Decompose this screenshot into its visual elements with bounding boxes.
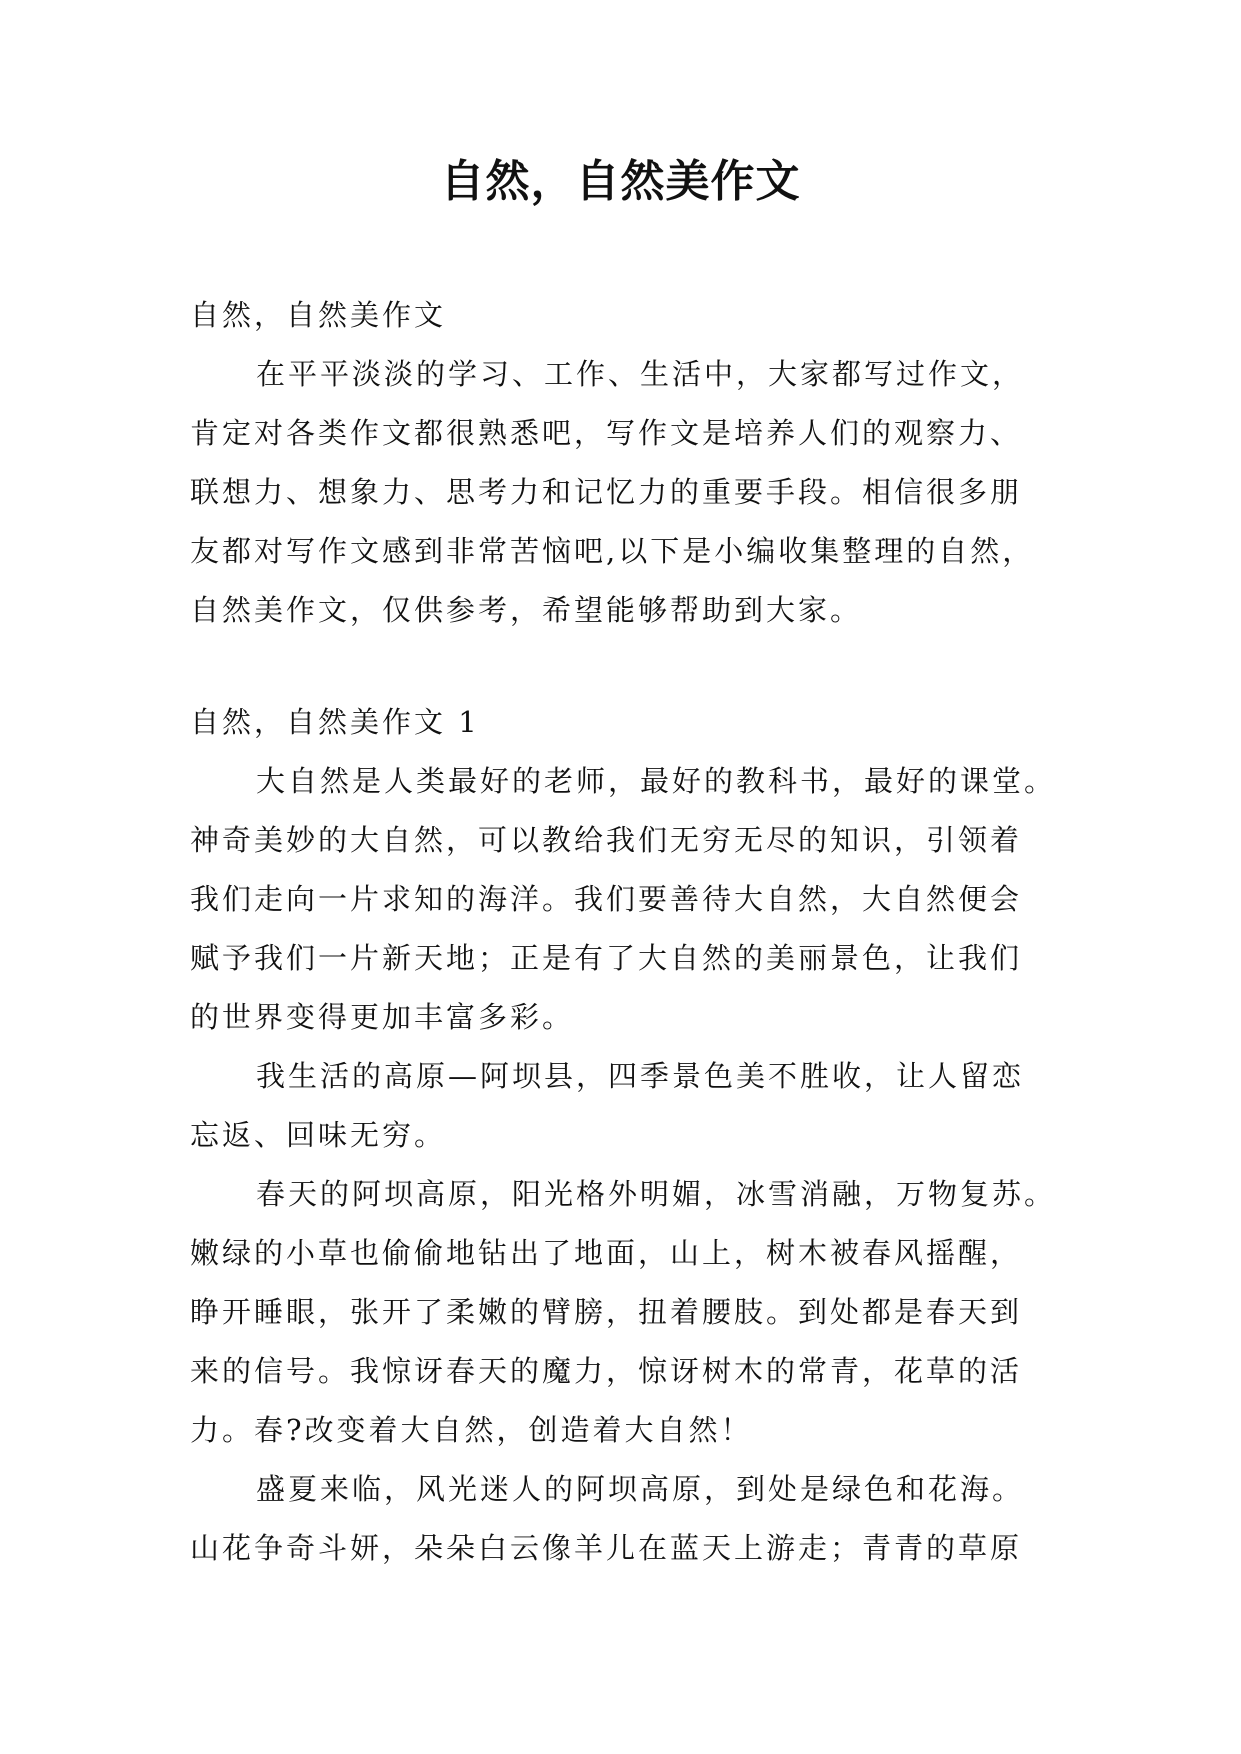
paragraph-line: 肯定对各类作文都很熟悉吧，写作文是培养人们的观察力、 [190,416,1023,450]
paragraph-line: 睁开睡眼，张开了柔嫩的臂膀，扭着腰肢。到处都是春天到 [190,1295,1023,1329]
paragraph-line: 春天的阿坝高原，阳光格外明媚，冰雪消融，万物复苏。 [256,1177,1057,1211]
intro-section [190,286,1060,640]
document-title: 自然，自然美作文 [440,156,801,207]
paragraph-line: 自然美作文，仅供参考，希望能够帮助到大家。 [190,593,863,627]
essay-1-paragraph-3 [190,1165,1060,1460]
paragraph-line: 嫩绿的小草也偷偷地钻出了地面，山上，树木被春风摇醒， [190,1236,1023,1270]
essay-1-paragraph-4 [190,1460,1060,1578]
paragraph-line: 山花争奇斗妍，朵朵白云像羊儿在蓝天上游走；青青的草原 [190,1531,1023,1565]
paragraph-line: 赋予我们一片新天地；正是有了大自然的美丽景色，让我们 [190,941,1023,975]
paragraph-line: 我们走向一片求知的海洋。我们要善待大自然，大自然便会 [190,882,1023,916]
paragraph-line: 大自然是人类最好的老师，最好的教科书，最好的课堂。 [256,764,1057,798]
paragraph-line: 的世界变得更加丰富多彩。 [190,1000,575,1034]
intro-heading: 自然，自然美作文 [190,298,447,332]
essay-1-section [190,693,1060,1578]
paragraph-line: 联想力、想象力、思考力和记忆力的重要手段。相信很多朋 [190,475,1023,509]
intro-paragraph [190,345,1060,640]
paragraph-line: 友都对写作文感到非常苦恼吧,以下是小编收集整理的自然， [190,534,1035,568]
paragraph-line: 神奇美妙的大自然，可以教给我们无穷无尽的知识，引领着 [190,823,1023,857]
paragraph-line: 力。春?改变着大自然，创造着大自然！ [190,1413,753,1447]
essay-1-paragraph-2 [190,1047,1060,1165]
paragraph-line: 来的信号。我惊讶春天的魔力，惊讶树木的常青，花草的活 [190,1354,1023,1388]
paragraph-line: 盛夏来临，风光迷人的阿坝高原，到处是绿色和花海。 [256,1472,1025,1506]
paragraph-line: 忘返、回味无穷。 [190,1118,447,1152]
essay-1-heading: 自然，自然美作文 1 [190,705,480,739]
paragraph-line: 在平平淡淡的学习、工作、生活中，大家都写过作文， [256,357,1025,391]
paragraph-line: 我生活的高原—阿坝县，四季景色美不胜收，让人留恋 [256,1059,1025,1093]
essay-1-paragraph-1 [190,752,1060,1047]
